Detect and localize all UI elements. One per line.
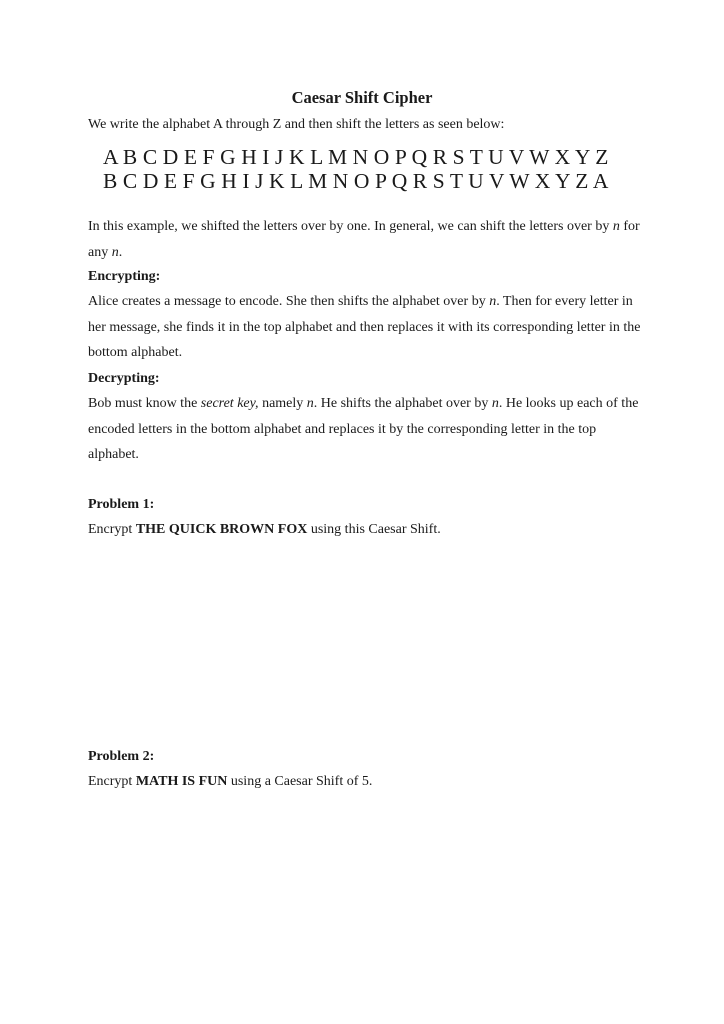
alphabet-bottom-row: B C D E F G H I J K L M N O P Q R S T U V W X Y Z A (103, 169, 609, 193)
decrypting-n-variable: n (306, 396, 314, 411)
decrypting-text-after: . He looks up each of the encoded letters in the bottom alphabet and replaces it by the corresponding letter in the top alphabet. (88, 396, 639, 462)
encrypting-heading: Encrypting: (88, 269, 161, 284)
problem-1-text-before: Encrypt (88, 522, 136, 537)
example-text-mid: for any (88, 219, 640, 260)
example-paragraph (88, 214, 648, 265)
secret-key-term: secret key, (200, 396, 259, 411)
problem-1-text (88, 517, 648, 543)
problem-2-text (88, 769, 648, 795)
example-n-variable: n (111, 244, 119, 260)
problem-2-text-after: using a Caesar Shift of 5. (227, 774, 373, 789)
problem-1-text-after: using this Caesar Shift. (307, 522, 441, 537)
encrypting-text-after: . Then for every letter in her message, she finds it in the top alphabet and then replaces it with its corresponding letter in the bottom alphabet. (88, 294, 641, 360)
page-title: Caesar Shift Cipher (291, 88, 433, 107)
decrypting-text-before: Bob must know the (88, 396, 201, 411)
encrypting-n-variable: n (489, 294, 497, 309)
problem-2-text-before: Encrypt (88, 774, 136, 789)
decrypting-n-variable: n (491, 396, 499, 411)
decrypting-text-mid2: . He shifts the alphabet over by (313, 396, 492, 411)
encrypting-paragraph (88, 289, 648, 366)
encrypting-text-before: Alice creates a message to encode. She then shifts the alphabet over by (88, 294, 490, 309)
decrypting-paragraph (88, 391, 648, 468)
intro-text: We write the alphabet A through Z and then shift the letters as seen below: (88, 117, 505, 132)
example-text-before: In this example, we shifted the letters over by one. In general, we can shift the letters over by (88, 219, 613, 234)
decrypting-text-mid: namely (258, 396, 307, 411)
example-n-variable: n (612, 219, 620, 234)
problem-1-phrase: THE QUICK BROWN FOX (135, 522, 308, 537)
problem-2-heading: Problem 2: (88, 749, 155, 764)
problem-1-heading: Problem 1: (88, 497, 155, 512)
example-text-end: . (118, 244, 123, 260)
decrypting-heading: Decrypting: (88, 371, 160, 386)
alphabet-top-row: A B C D E F G H I J K L M N O P Q R S T U V W X Y Z (103, 145, 609, 169)
problem-2-phrase: MATH IS FUN (135, 774, 228, 789)
